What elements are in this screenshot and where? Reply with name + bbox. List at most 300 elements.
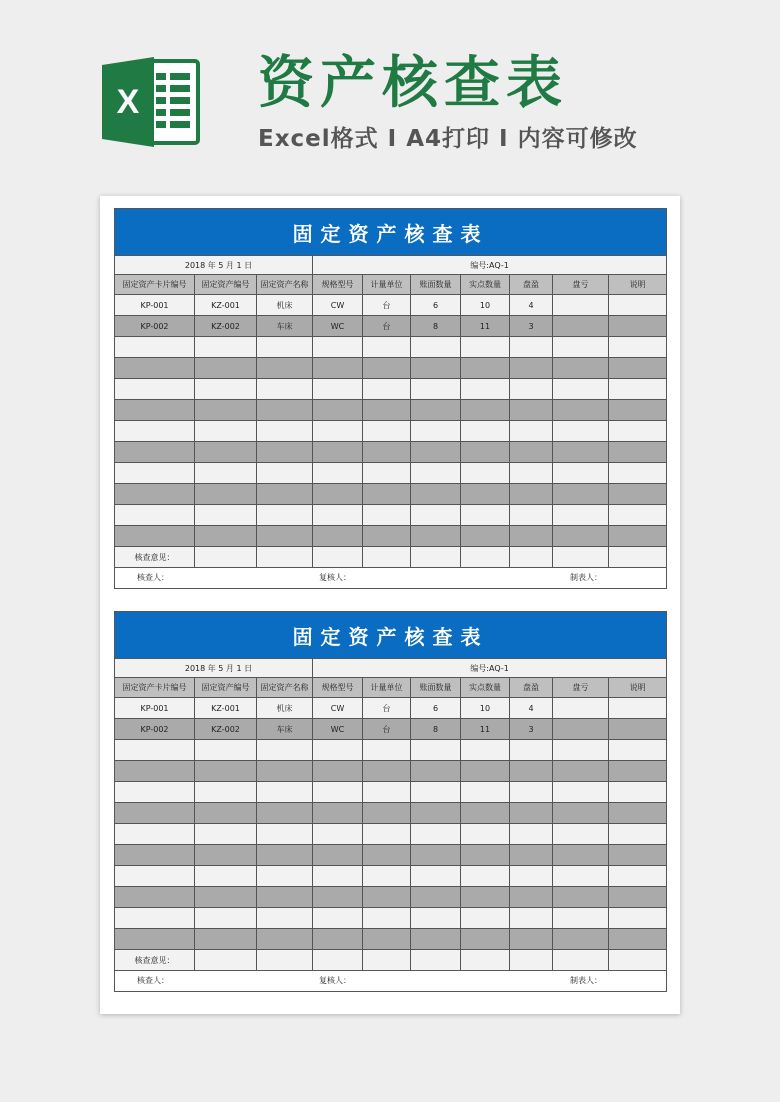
table-cell[interactable] [195,547,257,568]
table-cell[interactable] [510,782,553,803]
page-subtitle: Excel格式 I A4打印 I 内容可修改 [258,126,638,152]
column-header: 计量单位 [363,678,411,698]
table-cell[interactable] [461,929,510,950]
table-cell[interactable] [510,845,553,866]
table-cell[interactable] [363,337,411,358]
table-cell[interactable] [553,866,609,887]
table-cell[interactable] [195,379,257,400]
table-cell[interactable] [115,887,195,908]
table-cell[interactable] [461,824,510,845]
table-cell[interactable]: 机床 [257,698,313,719]
table-cell[interactable] [411,803,461,824]
table-cell[interactable] [195,421,257,442]
table-cell[interactable]: 车床 [257,719,313,740]
table-cell[interactable] [257,887,313,908]
table-cell[interactable] [461,337,510,358]
table-cell[interactable]: 10 [461,295,510,316]
table-cell[interactable] [510,463,553,484]
column-header: 账面数量 [411,678,461,698]
table-cell[interactable] [609,761,667,782]
table-cell[interactable] [363,845,411,866]
table-cell[interactable] [313,463,363,484]
table-cell[interactable] [313,358,363,379]
table-cell[interactable] [609,421,667,442]
table-cell[interactable] [553,547,609,568]
table-cell[interactable]: 台 [363,719,411,740]
table-cell[interactable] [553,698,609,719]
table-cell[interactable]: 3 [510,316,553,337]
table-row [115,295,667,316]
table-cell[interactable] [553,400,609,421]
table-cell[interactable] [257,463,313,484]
table-cell[interactable] [363,505,411,526]
table-cell[interactable] [461,484,510,505]
table-cell[interactable] [553,719,609,740]
excel-logo-icon [100,55,200,149]
table-cell[interactable] [313,950,363,971]
table-cell[interactable] [553,803,609,824]
table-cell[interactable]: KZ-002 [195,316,257,337]
table-cell[interactable] [510,526,553,547]
table-cell[interactable] [363,526,411,547]
table-cell[interactable] [195,929,257,950]
table-cell[interactable] [257,782,313,803]
table-cell[interactable] [461,442,510,463]
table-cell[interactable] [609,866,667,887]
table-cell[interactable] [411,929,461,950]
table-cell[interactable] [115,379,195,400]
table-cell[interactable] [609,316,667,337]
table-cell[interactable] [257,845,313,866]
table-cell[interactable] [115,929,195,950]
table-cell[interactable] [363,803,411,824]
table-cell[interactable] [411,484,461,505]
table-cell[interactable] [363,400,411,421]
table-cell[interactable] [461,950,510,971]
table-cell[interactable] [461,887,510,908]
table-cell[interactable] [115,803,195,824]
table-cell[interactable] [411,358,461,379]
table-cell[interactable] [257,337,313,358]
sheet-doc-number[interactable]: 编号:AQ-1 [313,256,667,275]
table-cell[interactable] [313,379,363,400]
table-cell[interactable] [609,698,667,719]
table-cell[interactable] [553,782,609,803]
table-cell[interactable] [461,761,510,782]
table-cell[interactable] [609,379,667,400]
table-cell[interactable] [609,908,667,929]
table-cell[interactable] [195,908,257,929]
table-cell[interactable] [363,887,411,908]
table-cell[interactable] [115,421,195,442]
table-cell[interactable] [461,379,510,400]
table-cell[interactable] [363,950,411,971]
reviewer-label: 复核人： [319,573,351,582]
table-cell[interactable] [195,442,257,463]
table-cell[interactable] [313,887,363,908]
table-cell[interactable] [115,400,195,421]
table-row [115,740,667,761]
table-cell[interactable] [411,463,461,484]
column-header: 固定资产卡片编号 [115,275,195,295]
table-cell[interactable]: 6 [411,295,461,316]
table-cell[interactable] [609,358,667,379]
table-cell[interactable] [115,505,195,526]
table-cell[interactable] [461,782,510,803]
table-cell[interactable] [510,379,553,400]
table-cell[interactable] [115,908,195,929]
opinion-row [115,950,667,971]
table-cell[interactable] [510,887,553,908]
table-cell[interactable] [461,400,510,421]
table-cell[interactable] [313,421,363,442]
table-cell[interactable] [411,526,461,547]
table-cell[interactable] [363,379,411,400]
table-cell[interactable] [461,526,510,547]
maker-label: 制表人： [570,573,602,582]
table-cell[interactable] [510,824,553,845]
table-cell[interactable] [553,950,609,971]
table-cell[interactable] [195,950,257,971]
table-cell[interactable]: 台 [363,295,411,316]
table-cell[interactable] [363,929,411,950]
table-cell[interactable] [195,400,257,421]
table-cell[interactable] [609,505,667,526]
table-cell[interactable] [195,526,257,547]
table-cell[interactable] [313,845,363,866]
table-cell[interactable] [257,484,313,505]
table-cell[interactable] [195,463,257,484]
table-cell[interactable] [609,337,667,358]
table-row [115,421,667,442]
table-cell[interactable] [257,866,313,887]
table-cell[interactable] [553,526,609,547]
table-cell[interactable] [115,740,195,761]
sheet-doc-number[interactable]: 编号:AQ-1 [313,659,667,678]
document-paper [100,196,680,1014]
table-cell[interactable]: 车床 [257,316,313,337]
table-cell[interactable] [115,761,195,782]
table-cell[interactable] [363,740,411,761]
table-cell[interactable]: CW [313,295,363,316]
table-cell[interactable] [553,887,609,908]
table-row [115,845,667,866]
table-cell[interactable] [411,887,461,908]
table-cell[interactable] [510,866,553,887]
column-header: 盘盈 [510,678,553,698]
table-cell[interactable] [115,526,195,547]
table-cell[interactable] [257,379,313,400]
table-cell[interactable] [553,484,609,505]
table-cell[interactable] [510,421,553,442]
table-cell[interactable] [411,866,461,887]
table-cell[interactable] [313,400,363,421]
table-cell[interactable] [510,908,553,929]
table-cell[interactable] [115,358,195,379]
column-header: 固定资产名称 [257,275,313,295]
table-cell[interactable] [257,929,313,950]
column-header: 固定资产名称 [257,678,313,698]
table-cell[interactable] [257,442,313,463]
table-cell[interactable] [195,887,257,908]
table-cell[interactable] [313,782,363,803]
table-cell[interactable] [195,761,257,782]
table-cell[interactable] [313,866,363,887]
table-cell[interactable] [313,505,363,526]
table-cell[interactable] [510,740,553,761]
table-cell[interactable] [363,782,411,803]
column-header: 规格型号 [313,275,363,295]
table-cell[interactable] [411,547,461,568]
table-cell[interactable]: WC [313,316,363,337]
table-cell[interactable]: 11 [461,316,510,337]
asset-sheet-2 [114,611,666,992]
table-cell[interactable] [411,950,461,971]
table-row [115,484,667,505]
table-cell[interactable]: KZ-001 [195,698,257,719]
table-cell[interactable]: 台 [363,698,411,719]
table-cell[interactable]: CW [313,698,363,719]
table-cell[interactable]: 8 [411,316,461,337]
table-cell[interactable] [411,908,461,929]
table-cell[interactable] [195,845,257,866]
table-row [115,337,667,358]
table-cell[interactable]: 6 [411,698,461,719]
table-cell[interactable] [313,442,363,463]
table-cell[interactable] [609,803,667,824]
table-cell[interactable] [411,442,461,463]
table-cell[interactable] [411,740,461,761]
table-cell[interactable] [609,400,667,421]
table-cell[interactable] [609,782,667,803]
table-cell[interactable] [510,358,553,379]
table-cell[interactable] [363,866,411,887]
table-cell[interactable] [411,379,461,400]
table-cell[interactable] [411,845,461,866]
table-cell[interactable] [313,547,363,568]
table-cell[interactable] [609,547,667,568]
table-cell[interactable] [553,379,609,400]
table-cell[interactable] [363,358,411,379]
table-cell[interactable]: 4 [510,295,553,316]
table-cell[interactable] [257,761,313,782]
table-cell[interactable]: KP-002 [115,316,195,337]
column-header: 固定资产编号 [195,275,257,295]
table-cell[interactable] [195,484,257,505]
table-cell[interactable] [313,824,363,845]
table-cell[interactable] [553,908,609,929]
table-cell[interactable] [553,442,609,463]
table-row [115,761,667,782]
table-cell[interactable] [461,740,510,761]
table-row [115,803,667,824]
table-cell[interactable] [195,337,257,358]
sheet-date[interactable]: 2018 年 5 月 1 日 [115,659,313,678]
table-cell[interactable] [553,761,609,782]
table-cell[interactable] [313,803,363,824]
table-cell[interactable] [411,761,461,782]
table-cell[interactable] [411,505,461,526]
table-cell[interactable]: 11 [461,719,510,740]
table-cell[interactable] [461,866,510,887]
table-cell[interactable] [195,505,257,526]
table-cell[interactable] [461,358,510,379]
table-cell[interactable] [553,421,609,442]
table-cell[interactable] [553,740,609,761]
table-cell[interactable]: 台 [363,316,411,337]
table-cell[interactable] [553,337,609,358]
table-cell[interactable] [461,803,510,824]
table-cell[interactable] [411,824,461,845]
table-row [115,782,667,803]
column-header: 说明 [609,678,667,698]
table-cell[interactable] [609,295,667,316]
table-cell[interactable] [553,505,609,526]
table-cell[interactable] [510,803,553,824]
table-cell[interactable]: 机床 [257,295,313,316]
table-cell[interactable] [553,358,609,379]
table-cell[interactable] [313,337,363,358]
table-row [115,719,667,740]
table-row [115,442,667,463]
table-cell[interactable] [609,442,667,463]
table-cell[interactable] [510,505,553,526]
table-cell[interactable] [115,463,195,484]
table-cell[interactable] [609,740,667,761]
table-cell[interactable] [461,908,510,929]
table-cell[interactable] [313,484,363,505]
table-cell[interactable] [510,442,553,463]
table-cell[interactable] [313,761,363,782]
table-cell[interactable] [609,719,667,740]
table-cell[interactable] [461,505,510,526]
table-cell[interactable] [510,950,553,971]
table-cell[interactable] [363,547,411,568]
table-cell[interactable] [115,845,195,866]
table-cell[interactable] [313,526,363,547]
table-cell[interactable] [411,421,461,442]
table-cell[interactable] [257,547,313,568]
column-header: 实点数量 [461,275,510,295]
table-cell[interactable]: 8 [411,719,461,740]
maker-label: 制表人： [570,976,602,985]
table-cell[interactable] [461,421,510,442]
reviewer-label: 复核人： [319,976,351,985]
table-cell[interactable]: 10 [461,698,510,719]
table-cell[interactable] [363,463,411,484]
table-cell[interactable] [363,421,411,442]
table-cell[interactable] [257,824,313,845]
table-row [115,505,667,526]
table-cell[interactable] [257,526,313,547]
table-cell[interactable] [609,463,667,484]
table-cell[interactable]: KP-001 [115,698,195,719]
table-cell[interactable] [411,400,461,421]
table-cell[interactable] [313,740,363,761]
table-cell[interactable] [363,908,411,929]
sheet-date[interactable]: 2018 年 5 月 1 日 [115,256,313,275]
table-cell[interactable] [195,358,257,379]
table-cell[interactable]: KZ-002 [195,719,257,740]
table-cell[interactable] [363,442,411,463]
table-cell[interactable] [257,908,313,929]
table-cell[interactable] [411,337,461,358]
table-cell[interactable] [609,526,667,547]
table-cell[interactable] [609,845,667,866]
asset-table [114,611,667,992]
table-cell[interactable] [510,400,553,421]
table-cell[interactable] [609,484,667,505]
table-cell[interactable] [363,761,411,782]
table-cell[interactable] [461,463,510,484]
table-cell[interactable] [257,400,313,421]
table-cell[interactable] [553,929,609,950]
table-cell[interactable] [115,337,195,358]
table-cell[interactable] [553,295,609,316]
table-cell[interactable] [115,782,195,803]
table-cell[interactable] [257,358,313,379]
table-cell[interactable] [363,484,411,505]
table-cell[interactable] [195,824,257,845]
table-row [115,379,667,400]
table-cell[interactable] [461,845,510,866]
table-cell[interactable] [115,824,195,845]
table-cell[interactable] [257,950,313,971]
table-cell[interactable] [411,782,461,803]
table-cell[interactable] [609,824,667,845]
table-cell[interactable] [257,803,313,824]
table-cell[interactable] [195,803,257,824]
asset-sheet-1 [114,208,666,589]
table-cell[interactable] [553,845,609,866]
table-cell[interactable] [553,824,609,845]
table-cell[interactable]: 3 [510,719,553,740]
table-cell[interactable] [363,824,411,845]
sheet-title: 固定资产核查表 [115,209,667,256]
table-cell[interactable] [115,484,195,505]
signature-row [115,568,667,589]
table-cell[interactable] [257,505,313,526]
table-cell[interactable] [195,866,257,887]
table-cell[interactable] [510,761,553,782]
table-cell[interactable] [553,463,609,484]
table-cell[interactable] [609,887,667,908]
table-cell[interactable] [553,316,609,337]
table-cell[interactable] [510,337,553,358]
table-cell[interactable] [510,484,553,505]
table-cell[interactable] [257,740,313,761]
table-cell[interactable]: KZ-001 [195,295,257,316]
column-header: 盘盈 [510,275,553,295]
table-cell[interactable]: KP-002 [115,719,195,740]
table-cell[interactable] [510,547,553,568]
table-cell[interactable] [609,929,667,950]
table-cell[interactable] [313,908,363,929]
table-cell[interactable] [313,929,363,950]
table-cell[interactable]: 4 [510,698,553,719]
table-cell[interactable] [115,442,195,463]
logo-letter: X [116,83,140,121]
table-cell[interactable]: WC [313,719,363,740]
table-cell[interactable]: KP-001 [115,295,195,316]
table-cell[interactable] [510,929,553,950]
table-cell[interactable] [461,547,510,568]
table-cell[interactable] [609,950,667,971]
table-cell[interactable] [195,782,257,803]
table-cell[interactable] [257,421,313,442]
table-cell[interactable] [195,740,257,761]
table-cell[interactable] [115,866,195,887]
